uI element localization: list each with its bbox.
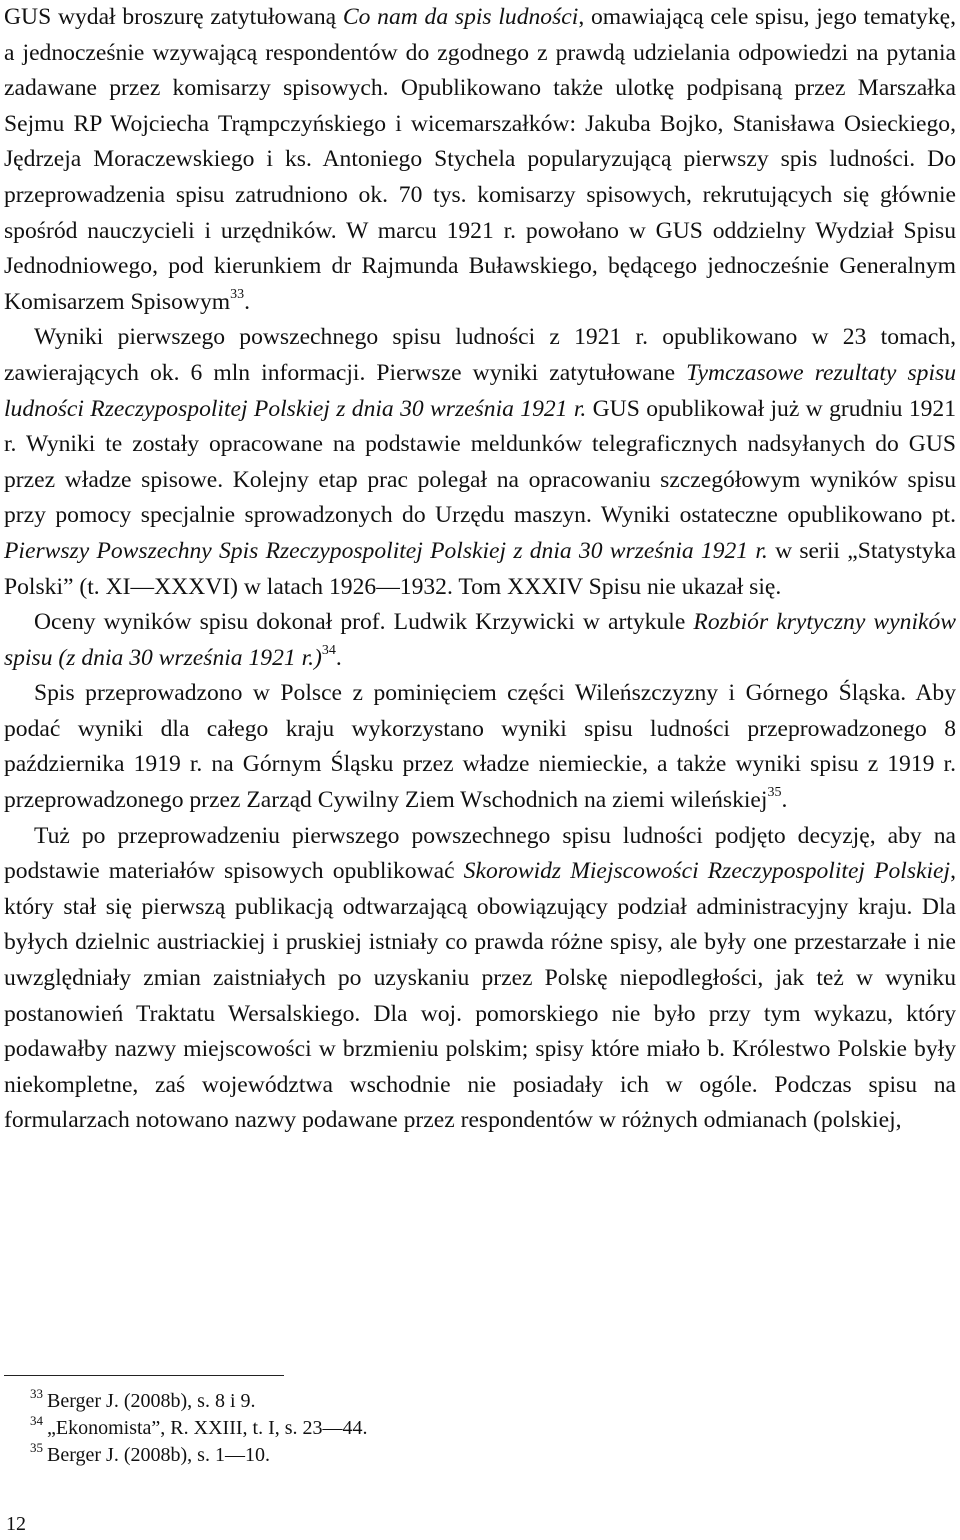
- footnote-text: Berger J. (2008b), s. 1—10.: [47, 1444, 270, 1466]
- italic-title: Pierwszy Powszechny Spis Rzeczypospolitej Polskiej z dnia 30 września 1921 r.: [4, 537, 768, 564]
- footnote-reference: 33: [230, 286, 245, 302]
- footnote: [30, 1388, 930, 1415]
- text-run: Oceny wyników spisu dokonał prof. Ludwik Krzywicki w artykule: [34, 609, 694, 636]
- paragraph: [4, 605, 956, 676]
- paragraph: [4, 676, 956, 818]
- footnote-reference: 34: [321, 642, 336, 658]
- paragraph: [4, 0, 956, 320]
- text-run: , który stał się pierwszą publikacją odtwarzającą obowiązujący podział administracyjny kraju. Dla byłych dzielnic austriackiej i pruskiej istniały co prawda różne spisy, ale były one przestarzałe i nie uwzględniały zmian zaistniałych po uzyskaniu przez Polskę niepodległości, jak też w wyniku postanowień Traktatu Wersalskiego. Dla woj. pomorskiego nie było przy tym wykazu, który podawałby nazwy miejscowości w brzmieniu polskim; spisy które miało b. Królestwo Polskie były niekompletne, zaś województwa wschodnie nie posiadały ich w ogóle. Podczas spisu na formularzach notowano nazwy podawane przez respondentów w różnych odmianach (polskiej,: [4, 858, 956, 1134]
- footnote-number: 33: [30, 1386, 43, 1402]
- footnote-text: Berger J. (2008b), s. 8 i 9.: [47, 1390, 256, 1412]
- footnote: [30, 1442, 930, 1469]
- italic-title: Skorowidz Miejscowości Rzeczypospolitej Polskiej: [463, 858, 951, 885]
- text-run: .: [781, 787, 788, 814]
- footnote-number: 34: [30, 1413, 43, 1429]
- paragraph: [4, 819, 956, 1139]
- text-run: GUS wydał broszurę zatytułowaną: [4, 4, 343, 30]
- text-run: .: [335, 644, 342, 671]
- main-text: [4, 0, 956, 1139]
- footnote-number: 35: [30, 1440, 43, 1456]
- italic-title: Tymczasowe rezultaty spisu ludności Rzeczypospolitej Polskiej z dnia 30 września 1921 r.: [4, 359, 956, 422]
- text-run: Tuż po przeprowadzeniu pierwszego powszechnego spisu ludności podjęto decyzję, aby na podstawie materiałów spisowych opublikować: [4, 822, 956, 885]
- text-run: Spis przeprowadzono w Polsce z pominięciem części Wileńszczyzny i Górnego Śląska. Aby podać wyniki dla całego kraju wykorzystano wyniki spisu ludności przeprowadzonego 8 października 1919 r. na Górnym Śląsku przez władze niemieckie, a także wyniki spisu z 1919 r. przeprowadzonego przez Zarząd Cywilny Ziem Wschodnich na ziemi wileńskiej: [4, 680, 956, 814]
- footnotes: [30, 1388, 930, 1469]
- italic-title: Co nam da spis ludności: [342, 4, 579, 30]
- text-run: , omawiającą cele spisu, jego tematykę, a jednocześnie wzywającą respondentów do zgodnego z prawdą udzielania odpowiedzi na pytania zadawane przez komisarzy spisowych. Opublikowano także ulotkę podpisaną przez Marszałka Sejmu RP Wojciecha Trąmpczyńskiego i wicemarszałków: Jakuba Bojko, Stanisława Osieckiego, Jędrzeja Moraczewskiego i ks. Antoniego Stychela popularyzującą pierwszy spis ludności. Do przeprowadzenia spisu zatrudniono ok. 70 tys. komisarzy spisowych, rekrutujących się głównie spośród nauczycieli i urzędników. W marcu 1921 r. powołano w GUS oddzielny Wydział Spisu Jednodniowego, pod kierunkiem dr Rajmunda Buławskiego, będącego jednocześnie Generalnym Komisarzem Spisowym: [4, 4, 956, 315]
- text-run: Wyniki pierwszego powszechnego spisu ludności z 1921 r. opublikowano w 23 tomach, zawierających ok. 6 mln informacji. Pierwsze wyniki zatytułowane: [4, 324, 956, 386]
- footnote-separator: [4, 1375, 284, 1376]
- footnote: [30, 1415, 930, 1442]
- footnote-text: „Ekonomista”, R. XXIII, t. I, s. 23—44.: [47, 1417, 368, 1439]
- page-number: 12: [6, 1513, 26, 1535]
- text-run: w serii „Statystyka Polski” (t. XI—XXXVI) w latach 1926—1932. Tom XXXIV Spisu nie ukazał się.: [4, 537, 956, 600]
- italic-title: Rozbiór krytyczny wyników spisu (z dnia 30 września 1921 r.): [4, 609, 956, 671]
- text-run: GUS opublikował już w grudniu 1921 r. Wyniki te zostały opracowane na podstawie meldunków telegraficznych nadsyłanych do GUS przez władze spisowe. Kolejny etap prac polegał na opracowaniu szczegółowym wyników spisu przy pomocy specjalnie sprowadzonych do Urzędu maszyn. Wyniki ostateczne opublikowano pt.: [4, 395, 957, 529]
- paragraph: [4, 320, 956, 605]
- text-run: .: [244, 288, 250, 315]
- footnote-reference: 35: [767, 785, 782, 801]
